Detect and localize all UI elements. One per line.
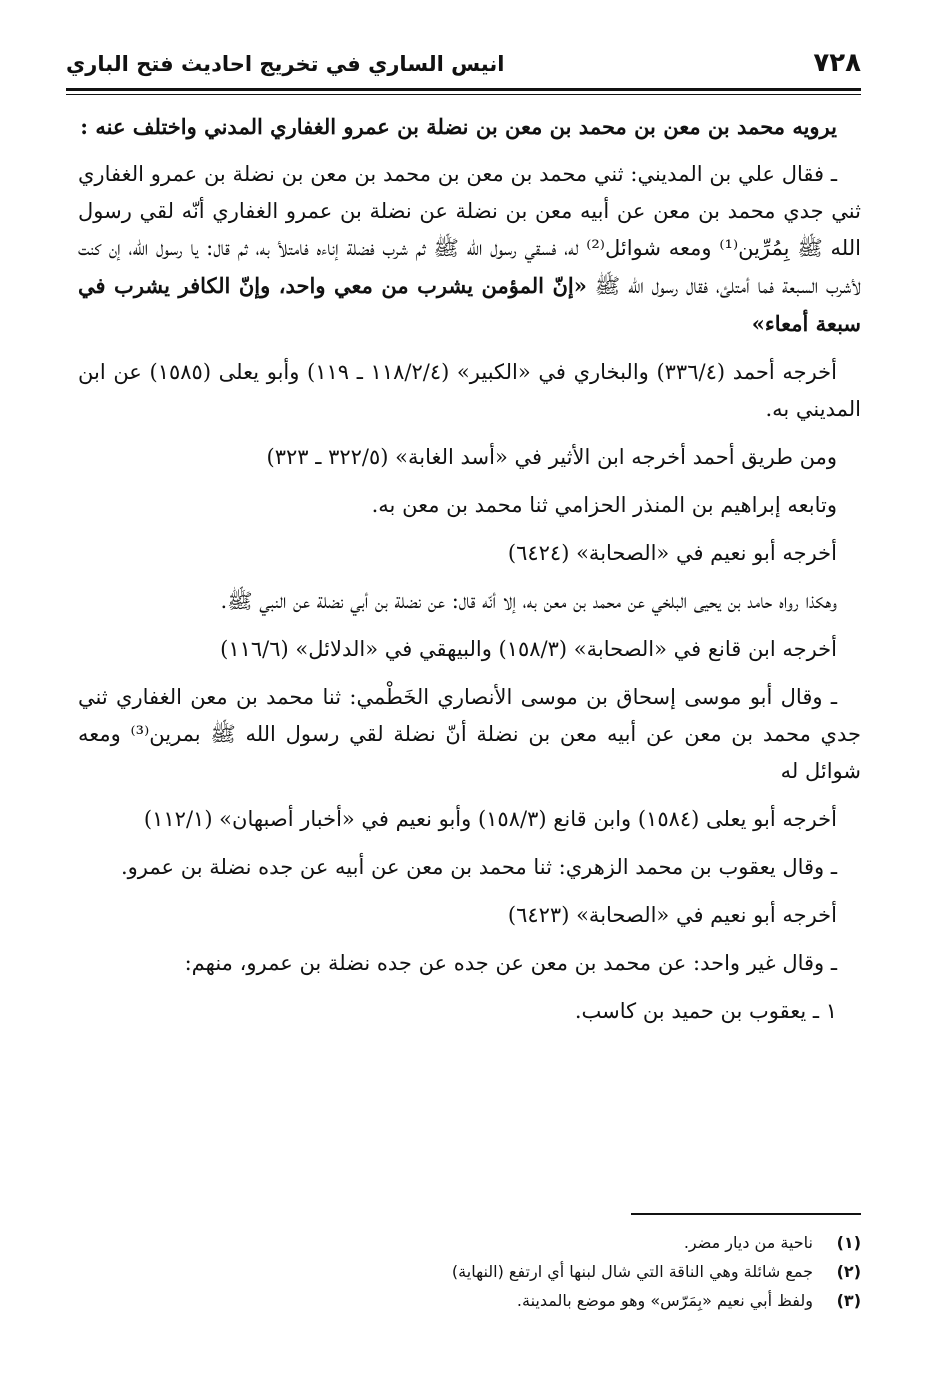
- footnotes: [78, 1228, 861, 1315]
- paragraph-takhrij-ahmad: أخرجه أحمد (٣٣٦/٤) والبخاري في «الكبير» (١١٨/٢/٤ ـ ١١٩) وأبو يعلى (١٥٨٥) عن ابن المديني به.: [78, 360, 861, 421]
- paragraph-zuhri: ـ وقال يعقوب بن محمد الزهري: ثنا محمد بن معن عن أبيه عن جده نضلة بن عمرو.: [120, 855, 837, 879]
- footnote-text: ناحية من ديار مضر.: [683, 1233, 813, 1252]
- list-item: ١ ـ يعقوب بن حميد بن كاسب.: [574, 999, 837, 1023]
- running-title: انيس الساري في تخريج احاديث فتح الباري: [66, 52, 505, 76]
- paragraph-abu-nuaym-2: أخرجه أبو نعيم في «الصحابة» (٦٤٢٣): [507, 903, 837, 927]
- footnote-2: [78, 1257, 861, 1286]
- paragraph-abu-nuaym-1: أخرجه أبو نعيم في «الصحابة» (٦٤٢٤): [507, 541, 837, 565]
- paragraph-ibn-athir: ومن طريق أحمد أخرجه ابن الأثير في «أسد الغابة» (٣٢٢/٥ ـ ٣٢٣): [266, 445, 837, 469]
- paragraph-ibn-madini: [78, 156, 861, 343]
- footnote-text: جمع شائلة وهي الناقة التي شال لبنها أي ارتفع (النهاية): [451, 1262, 813, 1281]
- header-rule: [66, 88, 861, 95]
- paragraph-intro: يرويه محمد بن معن بن محمد بن معن بن نضلة بن عمرو الغفاري المدني واختلف عنه :: [80, 114, 837, 139]
- paragraph-khatmi: ـ وقال أبو موسى إسحاق بن موسى الأنصاري الخَطْمي: ثنا محمد بن معن الغفاري ثني جدي محمد بن معن عن أبيه معن بن نضلة أنّ نضلة لقي رسول الله ﷺ بمرين⁽³⁾ ومعه شوائل له: [78, 685, 861, 783]
- hadith-quote: «إنّ المؤمن يشرب من معي واحد، وإنّ الكافر يشرب في سبعة أمعاء»: [78, 273, 861, 336]
- paragraph-abu-yala: أخرجه أبو يعلى (١٥٨٤) وابن قانع (١٥٨/٣) وأبو نعيم في «أخبار أصبهان» (١١٢/١): [143, 807, 837, 831]
- paragraph-text: ـ فقال علي بن المديني: ثني محمد بن معن بن محمد بن معن بن نضلة بن عمرو الغفاري ثني جدي محمد بن معن عن أبيه معن بن نضلة عن نضلة بن عمرو الغفاري أنّه لقي رسول الله ﷺ بِمُرِّين⁽¹⁾ ومعه شوائل⁽²⁾ له، فسقي رسول الله ﷺ ثم شرب فضلة إناءه فامتلأ به، ثم قال: يا رسول الله، إن كنت لأشرب السبعة فما أمتلئ، فقال رسول الله ﷺ: [78, 162, 861, 298]
- paragraph-ibn-qani: أخرجه ابن قانع في «الصحابة» (١٥٨/٣) والبيهقي في «الدلائل» (١١٦/٦): [220, 637, 837, 661]
- main-text: [78, 108, 861, 1041]
- page-header: [66, 48, 861, 78]
- footnote-text: ولفظ أبي نعيم «بِمَرّس» وهو موضع بالمدينة.: [516, 1291, 813, 1310]
- paragraph-ghayr-wahid: ـ وقال غير واحد: عن محمد بن معن عن جده عن جده نضلة بن عمرو، منهم:: [184, 951, 837, 975]
- paragraph-hizami: وتابعه إبراهيم بن المنذر الحزامي ثنا محمد بن معن به.: [371, 493, 837, 517]
- footnote-3: [78, 1286, 861, 1315]
- footnote-number: (٣): [836, 1291, 861, 1310]
- page-number: ٧٢٨: [813, 48, 861, 78]
- footnote-rule: [631, 1213, 861, 1215]
- paragraph-balkhi: وهكذا رواه حامد بن يحيى البلخي عن محمد بن معن به، إلا أنّه قال: عن نضلة بن أبي نضلة عن النبي ﷺ.: [220, 589, 837, 613]
- footnote-1: [78, 1228, 861, 1257]
- footnote-number: (٢): [836, 1262, 861, 1281]
- footnote-number: (١): [836, 1233, 861, 1252]
